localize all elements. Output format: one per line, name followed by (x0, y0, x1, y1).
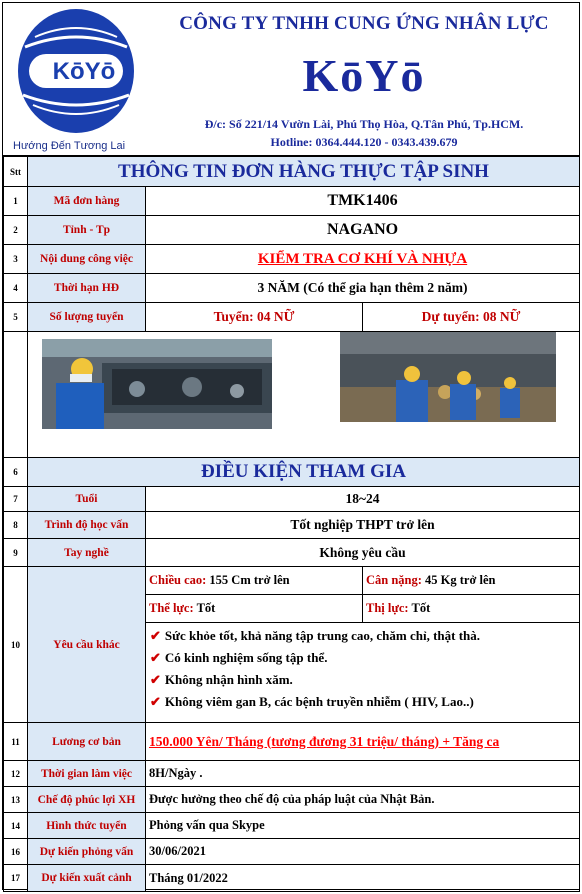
row-label: Dự kiến phỏng vấn (28, 839, 146, 865)
weight-requirement (363, 567, 580, 595)
row-label: Tay nghề (28, 539, 146, 567)
factory-photo-left (42, 339, 272, 429)
contract-term: 3 NĂM (Có thể gia hạn thêm 2 năm) (146, 274, 580, 303)
factory-photos (28, 332, 580, 458)
other-requirements (146, 623, 580, 723)
row-number: 8 (4, 512, 28, 539)
check-icon: ✔ (150, 650, 161, 665)
company-address: Đ/c: Số 221/14 Vườn Lài, Phú Thọ Hòa, Q.Tân Phú, Tp.HCM. (204, 117, 524, 131)
requirement-item: ✔ Sức khỏe tốt, khả năng tập trung cao, chăm chỉ, thật thà. (150, 628, 481, 643)
social-benefits: Được hưởng theo chế độ của pháp luật của Nhật Bản. (146, 787, 580, 813)
vision-value: Tốt (411, 601, 431, 615)
row-label: Tỉnh - Tp (28, 216, 146, 245)
row-number: 2 (4, 216, 28, 245)
row-label: Thời hạn HĐ (28, 274, 146, 303)
fitness-requirement (146, 595, 363, 623)
row-number: 13 (4, 787, 28, 813)
row-label: Số lượng tuyển (28, 303, 146, 332)
fitness-label: Thể lực: (149, 601, 194, 615)
section-title-conditions: ĐIỀU KIỆN THAM GIA (28, 458, 580, 487)
row-number: 9 (4, 539, 28, 567)
job-order-sheet (2, 2, 580, 890)
logo (9, 7, 141, 153)
row-number: 17 (4, 865, 28, 892)
row-number: 16 (4, 839, 28, 865)
row-number: 10 (4, 567, 28, 723)
section-title-order: THÔNG TIN ĐƠN HÀNG THỰC TẬP SINH (28, 157, 580, 187)
row-label: Dự kiến xuất cảnh (28, 865, 146, 892)
row-label: Thời gian làm việc (28, 761, 146, 787)
vision-requirement (363, 595, 580, 623)
requirement-item: ✔ Không nhận hình xăm. (150, 672, 293, 687)
age-range: 18~24 (146, 487, 580, 512)
recruitment-method: Phỏng vấn qua Skype (146, 813, 580, 839)
height-requirement (146, 567, 363, 595)
departure-date: Tháng 01/2022 (146, 865, 580, 892)
check-icon: ✔ (150, 672, 161, 687)
row-number: 7 (4, 487, 28, 512)
slogan: Hướng Đến Tương Lai (13, 140, 126, 152)
row-number: 14 (4, 813, 28, 839)
header (3, 3, 579, 156)
requirement-item: ✔ Không viêm gan B, các bệnh truyền nhiễm ( HIV, Lao..) (150, 694, 474, 709)
check-icon: ✔ (150, 628, 161, 643)
height-label: Chiều cao: (149, 573, 207, 587)
row-label: Yêu cầu khác (28, 567, 146, 723)
row-label: Lương cơ bản (28, 723, 146, 761)
row-number: 12 (4, 761, 28, 787)
working-hours: 8H/Ngày . (146, 761, 580, 787)
row-label: Mã đơn hàng (28, 187, 146, 216)
row-label: Hình thức tuyển (28, 813, 146, 839)
height-value: 155 Cm trở lên (209, 573, 290, 587)
skill: Không yêu cầu (146, 539, 580, 567)
row-label: Nội dung công việc (28, 245, 146, 274)
check-icon: ✔ (150, 694, 161, 709)
order-table (3, 156, 580, 892)
stt-header: Stt (4, 157, 28, 187)
row-label: Trình độ học vấn (28, 512, 146, 539)
photo-row-number (4, 332, 28, 458)
row-number: 11 (4, 723, 28, 761)
row-number: 3 (4, 245, 28, 274)
recruit-count: Tuyển: 04 NỮ (146, 303, 363, 332)
education: Tốt nghiệp THPT trở lên (146, 512, 580, 539)
interview-date: 30/06/2021 (146, 839, 580, 865)
row-number: 4 (4, 274, 28, 303)
candidate-count: Dự tuyển: 08 NỮ (363, 303, 580, 332)
row-label: Chế độ phúc lợi XH (28, 787, 146, 813)
hotline: Hotline: 0364.444.120 - 0343.439.679 (270, 135, 458, 149)
requirement-item: ✔ Có kinh nghiệm sống tập thể. (150, 650, 328, 665)
company-name: CÔNG TY TNHH CUNG ỨNG NHÂN LỰC (179, 13, 549, 34)
job-description: KIỂM TRA CƠ KHÍ VÀ NHỰA (146, 245, 580, 274)
row-label: Tuổi (28, 487, 146, 512)
fitness-value: Tốt (196, 601, 216, 615)
base-salary: 150.000 Yên/ Tháng (tương đương 31 triệu/ tháng) + Tăng ca (146, 723, 580, 761)
province: NAGANO (146, 216, 580, 245)
brand-name: KōYō (302, 50, 426, 101)
weight-value: 45 Kg trở lên (425, 573, 496, 587)
row-number: 5 (4, 303, 28, 332)
logo-text: KōYō (52, 58, 116, 85)
factory-photo-right (340, 332, 556, 422)
weight-label: Cân nặng: (366, 573, 422, 587)
row-number: 1 (4, 187, 28, 216)
order-code: TMK1406 (146, 187, 580, 216)
row-number: 6 (4, 458, 28, 487)
vision-label: Thị lực: (366, 601, 409, 615)
